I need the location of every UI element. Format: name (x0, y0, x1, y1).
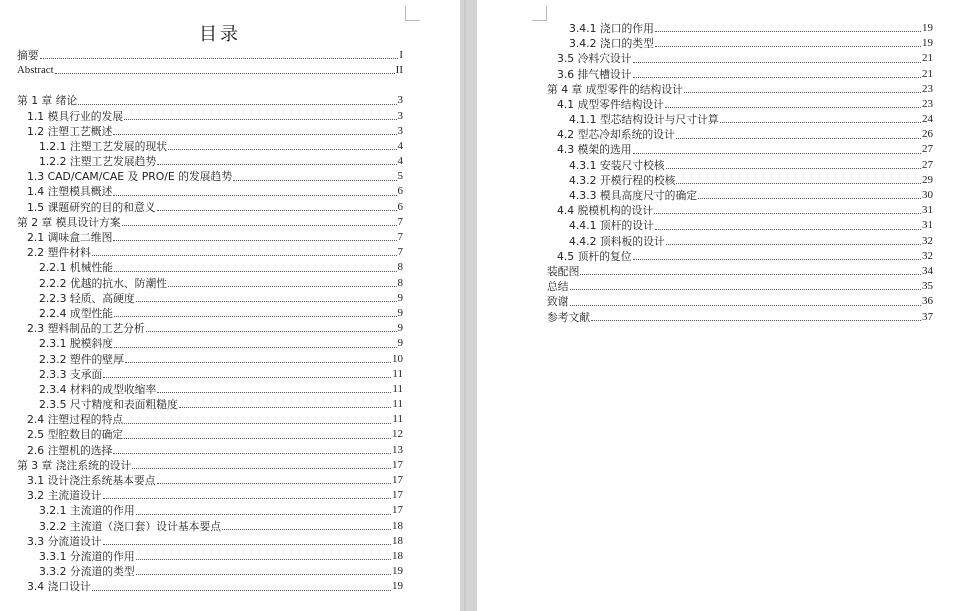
toc-entry[interactable] (17, 215, 403, 230)
toc-entry[interactable] (17, 488, 403, 503)
toc-dot-leader (136, 574, 391, 575)
toc-dot-leader (113, 195, 396, 196)
toc-dot-leader (665, 107, 921, 108)
toc-entry[interactable] (17, 276, 403, 291)
toc-page-number: 17 (392, 489, 403, 502)
toc-dot-leader (92, 255, 397, 256)
toc-dot-leader (666, 244, 921, 245)
toc-page-number: 7 (397, 215, 403, 228)
toc-entry-text: 3.5 冷料穴设计 (557, 52, 632, 66)
toc-entry-text: 2.3.1 脱模斜度 (39, 337, 114, 351)
toc-dot-leader (103, 498, 391, 499)
toc-page-number: 21 (922, 52, 933, 65)
toc-dot-leader (92, 590, 391, 591)
toc-page-number: 26 (922, 128, 933, 141)
toc-list-right (547, 21, 933, 325)
toc-entry[interactable] (17, 336, 403, 351)
toc-entry-text: 2.2.3 轻质、高硬度 (39, 291, 135, 305)
toc-entry-text: 1.5 课题研究的目的和意义 (27, 200, 156, 214)
toc-entry-text: 第 3 章 浇注系统的设计 (17, 458, 132, 472)
toc-entry[interactable] (17, 48, 403, 63)
toc-dot-leader (40, 58, 399, 59)
toc-page-number: 8 (397, 276, 403, 289)
toc-dot-leader (676, 183, 921, 184)
toc-page-number: 37 (922, 310, 933, 323)
toc-dot-leader (666, 168, 921, 169)
toc-entry-text: 4.4.1 顶杆的设计 (569, 219, 654, 233)
toc-page-number: 3 (397, 94, 403, 107)
toc-entry-text: 1.3 CAD/CAM/CAE 及 PRO/E 的发展趋势 (27, 170, 233, 184)
toc-page-number: 19 (922, 37, 933, 50)
toc-dot-leader (633, 153, 921, 154)
toc-entry-text: 1.4 注塑模具概述 (27, 185, 113, 199)
toc-page-number: 9 (397, 306, 403, 319)
toc-dot-leader (124, 423, 391, 424)
toc-dot-leader (684, 92, 921, 93)
toc-entry[interactable] (547, 218, 933, 233)
toc-entry[interactable] (17, 412, 403, 427)
toc-dot-leader (122, 225, 397, 226)
toc-page-number: 17 (392, 458, 403, 471)
toc-entry[interactable] (17, 169, 403, 184)
toc-entry-text: 2.3 塑料制品的工艺分析 (27, 322, 145, 336)
toc-page-number: 13 (392, 443, 403, 456)
toc-entry-text: 2.4 注塑过程的特点 (27, 413, 124, 427)
toc-dot-leader (222, 529, 391, 530)
toc-entry[interactable] (547, 294, 933, 309)
toc-entry-text: 1.2.2 注塑工艺发展趋势 (39, 155, 157, 169)
toc-entry[interactable] (17, 321, 403, 336)
toc-page-number: 9 (397, 322, 403, 335)
toc-entry[interactable] (547, 234, 933, 249)
toc-entry-text: 2.1 调味盒二维图 (27, 231, 113, 245)
toc-entry[interactable] (17, 93, 403, 108)
toc-page-number: 6 (397, 200, 403, 213)
toc-page-number: 6 (397, 185, 403, 198)
toc-page-number: 35 (922, 280, 933, 293)
toc-entry-text: 2.2.1 机械性能 (39, 261, 114, 275)
toc-entry[interactable] (17, 245, 403, 260)
toc-entry-text: 参考文献 (547, 310, 591, 324)
toc-list-left (17, 48, 403, 595)
toc-page-number: 36 (922, 295, 933, 308)
toc-page-number: 7 (397, 231, 403, 244)
toc-entry-text: 1.2.1 注塑工艺发展的现状 (39, 139, 168, 153)
toc-entry[interactable] (547, 188, 933, 203)
toc-entry[interactable] (17, 549, 403, 564)
toc-entry-text: 2.3.4 材料的成型收缩率 (39, 382, 157, 396)
toc-entry[interactable] (547, 249, 933, 264)
toc-entry-text: 4.4.2 顶料板的设计 (569, 234, 665, 248)
toc-entry[interactable] (17, 109, 403, 124)
toc-dot-leader (113, 240, 396, 241)
toc-entry-text: 1.1 模具行业的发展 (27, 109, 124, 123)
toc-entry[interactable] (17, 63, 403, 78)
toc-entry[interactable] (17, 139, 403, 154)
toc-entry-text: 3.6 排气槽设计 (557, 67, 632, 81)
toc-entry-text: 第 1 章 绪论 (17, 94, 78, 108)
toc-page-number: 31 (922, 219, 933, 232)
toc-entry[interactable] (17, 200, 403, 215)
toc-entry-text: Abstract (17, 64, 54, 77)
toc-entry[interactable] (17, 534, 403, 549)
toc-entry[interactable] (17, 291, 403, 306)
toc-entry-text: 摘要 (17, 48, 39, 62)
toc-dot-leader (125, 362, 391, 363)
toc-page-number: 3 (397, 124, 403, 137)
toc-page-number: 19 (392, 580, 403, 593)
toc-dot-leader (570, 289, 921, 290)
toc-page-number: 5 (397, 170, 403, 183)
toc-entry[interactable] (17, 352, 403, 367)
crop-mark (532, 6, 547, 21)
toc-entry[interactable] (17, 428, 403, 443)
toc-entry-text: 2.3.5 尺寸精度和表面粗糙度 (39, 398, 178, 412)
toc-entry[interactable] (547, 173, 933, 188)
toc-dot-leader (179, 407, 392, 408)
toc-dot-leader (633, 62, 921, 63)
toc-entry-text: 3.1 设计浇注系统基本要点 (27, 474, 156, 488)
toc-entry-text: 3.4 浇口设计 (27, 580, 91, 594)
toc-dot-leader (633, 259, 921, 260)
toc-page-number: 18 (392, 519, 403, 532)
toc-dot-leader (655, 229, 921, 230)
toc-dot-leader (654, 213, 921, 214)
toc-page-number: 4 (397, 155, 403, 168)
toc-page-number: 11 (392, 367, 403, 380)
toc-dot-leader (114, 347, 396, 348)
toc-page-number: 24 (922, 113, 933, 126)
toc-entry-text: 3.4.1 浇口的作用 (569, 21, 654, 35)
page-divider (464, 0, 466, 611)
toc-entry-text: 4.3.1 安装尺寸校核 (569, 158, 665, 172)
toc-page-number: 23 (922, 82, 933, 95)
toc-page-number: 11 (392, 382, 403, 395)
toc-entry-text: 2.3.3 支承面 (39, 367, 103, 381)
toc-entry[interactable] (547, 36, 933, 51)
toc-entry[interactable] (17, 185, 403, 200)
toc-page-number: 18 (392, 549, 403, 562)
toc-entry[interactable] (547, 279, 933, 294)
toc-dot-leader (136, 514, 391, 515)
toc-entry[interactable] (547, 67, 933, 82)
toc-entry-text: 3.3.1 分流道的作用 (39, 549, 135, 563)
toc-entry-text: 4.5 顶杆的复位 (557, 249, 632, 263)
toc-dot-leader (655, 31, 921, 32)
toc-entry[interactable] (17, 260, 403, 275)
toc-entry[interactable] (547, 97, 933, 112)
toc-dot-leader (146, 331, 397, 332)
toc-page-number: 9 (397, 337, 403, 350)
toc-entry[interactable] (17, 306, 403, 321)
toc-page-number: 18 (392, 534, 403, 547)
toc-page-number: 17 (392, 504, 403, 517)
toc-entry-text: 第 4 章 成型零件的结构设计 (547, 82, 683, 96)
toc-dot-leader (136, 301, 397, 302)
toc-page-number: 4 (397, 139, 403, 152)
toc-page-number: 32 (922, 249, 933, 262)
toc-page-number: 11 (392, 413, 403, 426)
toc-entry-text: 2.6 注塑机的选择 (27, 443, 113, 457)
toc-dot-leader (233, 180, 396, 181)
toc-entry-text: 3.2.1 主流道的作用 (39, 504, 135, 518)
toc-entry-text: 2.2 塑件材料 (27, 246, 91, 260)
toc-dot-leader (132, 468, 391, 469)
toc-entry[interactable] (17, 564, 403, 579)
toc-entry[interactable] (547, 82, 933, 97)
toc-entry[interactable] (547, 127, 933, 142)
toc-entry[interactable] (17, 367, 403, 382)
toc-entry-text: 4.3.3 模具高度尺寸的确定 (569, 189, 698, 203)
toc-page-number: 10 (392, 352, 403, 365)
toc-entry[interactable] (17, 154, 403, 169)
toc-entry[interactable] (547, 203, 933, 218)
toc-dot-leader (114, 316, 396, 317)
toc-page-number: 3 (397, 109, 403, 122)
crop-mark (405, 6, 420, 21)
toc-entry[interactable] (547, 264, 933, 279)
toc-dot-leader (157, 164, 396, 165)
toc-entry-text: 2.5 型腔数目的确定 (27, 428, 124, 442)
toc-entry[interactable] (17, 579, 403, 594)
toc-entry-text: 总结 (547, 280, 569, 294)
page-gutter (460, 0, 477, 611)
toc-page-number: 34 (922, 264, 933, 277)
toc-entry-text: 4.1.1 型芯结构设计与尺寸计算 (569, 113, 719, 127)
toc-dot-leader (157, 392, 391, 393)
toc-page-number: 17 (392, 474, 403, 487)
toc-entry-text: 第 2 章 模具设计方案 (17, 215, 121, 229)
toc-dot-leader (103, 377, 391, 378)
toc-dot-leader (157, 210, 397, 211)
toc-dot-leader (655, 46, 921, 47)
toc-entry[interactable] (17, 230, 403, 245)
toc-entry[interactable] (547, 51, 933, 66)
toc-page-number: 7 (397, 246, 403, 259)
toc-page-number: I (399, 48, 403, 61)
toc-page-number: 9 (397, 291, 403, 304)
toc-page-number: 23 (922, 97, 933, 110)
toc-dot-leader (114, 271, 396, 272)
toc-page-number: 21 (922, 67, 933, 80)
toc-dot-leader (580, 274, 921, 275)
toc-dot-leader (168, 286, 396, 287)
toc-entry-text: 3.4.2 浇口的类型 (569, 37, 654, 51)
toc-entry[interactable] (547, 310, 933, 325)
toc-entry-text: 装配图 (547, 264, 580, 278)
toc-entry[interactable] (17, 473, 403, 488)
toc-dot-leader (676, 138, 921, 139)
toc-dot-leader (78, 104, 396, 105)
toc-entry-text: 4.3 模架的选用 (557, 143, 632, 157)
toc-entry-text: 1.2 注塑工艺概述 (27, 124, 113, 138)
toc-dot-leader (698, 198, 921, 199)
toc-dot-leader (168, 149, 396, 150)
toc-entry-text: 4.3.2 开模行程的校核 (569, 173, 676, 187)
toc-dot-leader (124, 119, 396, 120)
toc-entry[interactable] (547, 143, 933, 158)
toc-dot-leader (570, 305, 921, 306)
toc-page-number: 27 (922, 143, 933, 156)
toc-entry-text: 4.1 成型零件结构设计 (557, 97, 664, 111)
toc-dot-leader (124, 438, 391, 439)
toc-entry[interactable] (547, 21, 933, 36)
toc-entry-text: 3.2.2 主流道（浇口套）设计基本要点 (39, 519, 222, 533)
toc-dot-leader (103, 544, 391, 545)
toc-entry-text: 3.3 分流道设计 (27, 534, 102, 548)
toc-page-number: 12 (392, 428, 403, 441)
toc-page-number: 30 (922, 189, 933, 202)
toc-entry-text: 2.2.2 优越的抗水、防潮性 (39, 276, 168, 290)
toc-dot-leader (55, 73, 395, 74)
toc-page-number: 29 (922, 173, 933, 186)
toc-entry[interactable] (17, 397, 403, 412)
toc-page-number: 8 (397, 261, 403, 274)
toc-page-number: 31 (922, 204, 933, 217)
toc-entry-text: 3.2 主流道设计 (27, 489, 102, 503)
toc-page-number: 19 (392, 565, 403, 578)
toc-entry[interactable] (17, 519, 403, 534)
toc-entry-text: 2.2.4 成型性能 (39, 306, 114, 320)
toc-page-number: 32 (922, 234, 933, 247)
toc-entry[interactable] (17, 124, 403, 139)
toc-entry-text: 致谢 (547, 295, 569, 309)
toc-entry[interactable] (547, 112, 933, 127)
toc-entry-text: 2.3.2 塑件的壁厚 (39, 352, 124, 366)
toc-title: 目录 (199, 24, 241, 45)
toc-dot-leader (591, 320, 921, 321)
toc-dot-leader (633, 77, 921, 78)
toc-dot-leader (720, 122, 921, 123)
toc-entry[interactable] (17, 443, 403, 458)
toc-entry[interactable] (17, 503, 403, 518)
toc-entry[interactable] (547, 158, 933, 173)
toc-dot-leader (157, 483, 391, 484)
toc-entry[interactable] (17, 382, 403, 397)
toc-entry[interactable] (17, 458, 403, 473)
toc-dot-leader (113, 134, 396, 135)
toc-page-number: II (395, 64, 403, 77)
toc-entry-text: 4.4 脱模机构的设计 (557, 204, 654, 218)
toc-page-number: 19 (922, 21, 933, 34)
toc-dot-leader (136, 559, 391, 560)
toc-dot-leader (113, 453, 391, 454)
toc-entry-text: 4.2 型芯冷却系统的设计 (557, 128, 675, 142)
toc-page-number: 11 (392, 398, 403, 411)
toc-entry-text: 3.3.2 分流道的类型 (39, 565, 135, 579)
toc-page-number: 27 (922, 158, 933, 171)
